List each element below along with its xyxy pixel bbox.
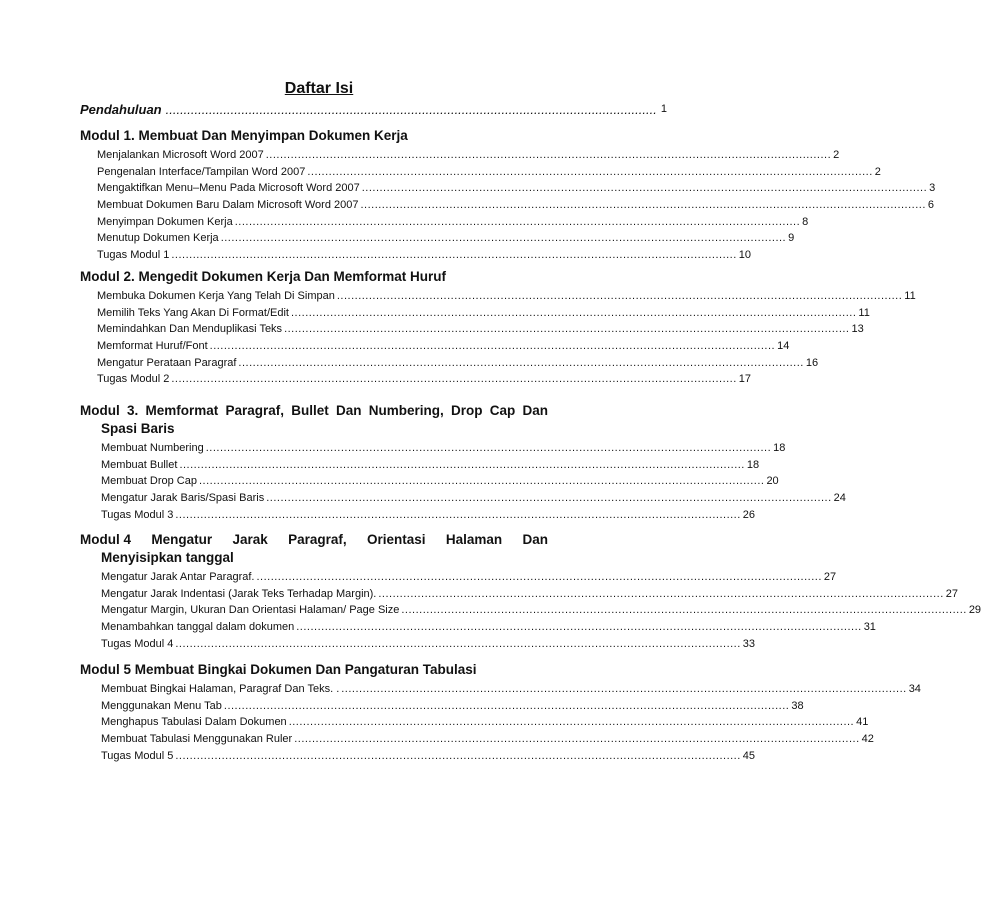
toc-entry[interactable] <box>97 371 752 388</box>
dot-leader: ............................................................................................................................................................... <box>175 508 741 521</box>
toc-entry[interactable] <box>97 197 935 214</box>
toc-entry-label: Membuat Numbering <box>101 442 204 455</box>
toc-entry-page: 41 <box>856 716 869 729</box>
toc-entry[interactable] <box>97 164 881 181</box>
heading-word: Mengatur <box>151 532 213 547</box>
toc-section-1 <box>80 127 936 263</box>
toc-entry-label: Membuat Dokumen Baru Dalam Microsoft Word 2007 <box>97 199 359 212</box>
section-heading-line-1 <box>80 531 548 549</box>
toc-entry-page: 20 <box>766 475 779 488</box>
dot-leader: ............................................................................................................................................................... <box>256 571 822 584</box>
toc-entry-page: 3 <box>929 182 936 195</box>
dot-leader: ............................................................................................................................................................... <box>336 290 903 303</box>
dot-leader: ............................................................................................................................................................... <box>307 165 873 178</box>
toc-entry[interactable] <box>101 681 921 698</box>
dot-leader: ............................................................................................................................................................... <box>209 340 776 353</box>
toc-entry-page: 18 <box>746 458 760 471</box>
toc-entry-page: 27 <box>945 587 959 600</box>
toc-entry-page: 6 <box>927 199 935 212</box>
toc-entry-label: Tugas Modul 4 <box>101 637 174 650</box>
toc-entry[interactable] <box>97 338 790 355</box>
toc-section-2 <box>80 268 916 388</box>
heading-word: Paragraf, <box>288 532 347 547</box>
section-entries <box>80 286 916 388</box>
toc-entry-page: 8 <box>802 215 809 228</box>
toc-entry-page: 16 <box>805 356 819 369</box>
toc-entry[interactable] <box>101 602 981 619</box>
toc-entry-page: 2 <box>833 149 840 162</box>
dot-leader: ............................................................................................................................................................... <box>238 356 804 369</box>
dot-leader: ............................................................................................................................................................... <box>266 492 832 505</box>
toc-section-4 <box>80 531 981 652</box>
toc-entry-page: 11 <box>858 306 870 319</box>
toc-entry-page: 14 <box>777 340 790 353</box>
toc-entry[interactable] <box>101 619 876 636</box>
dot-leader: ............................................................................................................................................................... <box>223 699 790 712</box>
toc-entry[interactable] <box>97 354 819 371</box>
heading-word: Modul <box>80 403 120 418</box>
heading-word: Paragraf, <box>225 403 285 418</box>
heading-word: Dan <box>522 403 548 418</box>
toc-section-3 <box>80 402 846 523</box>
toc-entry[interactable] <box>97 321 864 338</box>
heading-word: Cap <box>489 403 516 418</box>
toc-entry-page: 24 <box>833 492 846 505</box>
dot-leader: ............................................................................................................................................................... <box>220 232 787 245</box>
section-heading-line-2: Spasi Baris <box>101 421 175 436</box>
toc-entry-label: Membuat Bullet <box>101 458 178 471</box>
toc-entry-page: 42 <box>861 733 874 746</box>
toc-entry-label: Menutup Dokumen Kerja <box>97 232 219 245</box>
section-heading <box>80 402 548 438</box>
toc-entry-label: Memilih Teks Yang Akan Di Format/Edit <box>97 306 289 319</box>
dot-leader: ............................................................................................................................................................... <box>234 215 801 228</box>
toc-entry[interactable] <box>97 147 840 164</box>
dot-leader: ............................................................................................................................................................... <box>175 637 741 650</box>
toc-entry-page: 31 <box>863 621 876 634</box>
toc-entry-label: Menyimpan Dokumen Kerja <box>97 215 233 228</box>
heading-word: Numbering, <box>368 403 444 418</box>
toc-entry-page: 11 <box>904 290 916 303</box>
heading-word: Halaman <box>445 532 503 547</box>
toc-entry[interactable] <box>97 213 809 230</box>
toc-intro-label: Pendahuluan <box>80 101 162 117</box>
toc-entry[interactable] <box>101 440 786 457</box>
toc-section-5 <box>80 661 921 764</box>
dot-leader: ............................................................................................................................................................... <box>401 604 967 617</box>
toc-entry-label: Memindahkan Dan Menduplikasi Teks <box>97 323 283 336</box>
dot-leader: ............................................................................................................................................................... <box>341 683 907 696</box>
dot-leader: ............................................................................................................................................................... <box>288 716 855 729</box>
toc-entry-page: 17 <box>738 373 752 386</box>
toc-entry-label: Mengatur Jarak Indentasi (Jarak Teks Terhadap Margin). <box>101 587 377 600</box>
toc-entry[interactable] <box>101 457 760 474</box>
toc-entry-label: Tugas Modul 3 <box>101 508 174 521</box>
toc-entry-page: 18 <box>773 442 786 455</box>
toc-entry[interactable] <box>101 714 869 731</box>
dot-leader: ............................................................................................................................................................... <box>205 442 772 455</box>
toc-entry-page: 45 <box>742 749 756 762</box>
toc-entry-label: Membuat Tabulasi Menggunakan Ruler <box>101 733 293 746</box>
dot-leader: ............................................................................................................................................................... <box>175 749 741 762</box>
dot-leader: ............................................................................................................................................................... <box>284 323 850 336</box>
toc-entry[interactable] <box>101 490 846 507</box>
heading-word: Orientasi <box>366 532 426 547</box>
heading-word: Memformat <box>145 403 219 418</box>
toc-entry[interactable] <box>101 731 874 748</box>
toc-entry-label: Memformat Huruf/Font <box>97 340 208 353</box>
toc-entry[interactable] <box>97 247 752 264</box>
toc-entry-label: Mengatur Jarak Antar Paragraf. <box>101 571 255 584</box>
heading-word: Bullet <box>291 403 329 418</box>
toc-entry[interactable] <box>97 288 916 305</box>
toc-entry-label: Mengaktifkan Menu–Menu Pada Microsoft Word 2007 <box>97 182 360 195</box>
toc-entry-label: Menambahkan tanggal dalam dokumen <box>101 621 295 634</box>
dot-leader: ........................................................................................................................................ <box>165 101 657 117</box>
dot-leader: ............................................................................................................................................................... <box>361 182 928 195</box>
section-entries <box>80 145 936 263</box>
toc-entry-label: Menghapus Tabulasi Dalam Dokumen <box>101 716 287 729</box>
toc-entry-page: 10 <box>738 248 752 261</box>
dot-leader: ............................................................................................................................................................... <box>179 458 745 471</box>
toc-entry-label: Menggunakan Menu Tab <box>101 699 222 712</box>
toc-entry-page: 2 <box>874 165 881 178</box>
dot-leader: ............................................................................................................................................................... <box>199 475 765 488</box>
toc-intro-entry[interactable] <box>80 99 667 119</box>
toc-entry-label: Membuat Drop Cap <box>101 475 197 488</box>
toc-entry-label: Mengatur Perataan Paragraf <box>97 356 237 369</box>
page-title: Daftar Isi <box>284 80 354 97</box>
toc-entry[interactable] <box>101 569 837 586</box>
toc-entry-page: 33 <box>742 637 756 650</box>
heading-word: Dan <box>522 532 548 547</box>
section-entries <box>80 679 921 764</box>
toc-entry[interactable] <box>101 698 804 715</box>
toc-entry-label: Mengatur Margin, Ukuran Dan Orientasi Halaman/ Page Size <box>101 604 400 617</box>
toc-entry-page: 13 <box>851 323 864 336</box>
dot-leader: ............................................................................................................................................................... <box>171 373 737 386</box>
dot-leader: ............................................................................................................................................................... <box>290 306 857 319</box>
toc-entry[interactable] <box>97 180 936 197</box>
heading-word: Jarak <box>232 532 268 547</box>
toc-entry-page: 34 <box>908 683 921 696</box>
toc-entry-label: Mengatur Jarak Baris/Spasi Baris <box>101 492 265 505</box>
toc-intro-page: 1 <box>660 103 667 115</box>
dot-leader: ............................................................................................................................................................... <box>360 199 926 212</box>
dot-leader: ............................................................................................................................................................... <box>294 733 860 746</box>
dot-leader: ............................................................................................................................................................... <box>378 587 944 600</box>
section-heading-line-2: Menyisipkan tanggal <box>101 550 234 565</box>
toc-entry-label: Membuka Dokumen Kerja Yang Telah Di Simpan <box>97 290 335 303</box>
section-entries <box>80 567 981 652</box>
toc-entry-page: 27 <box>823 571 837 584</box>
toc-entry-label: Membuat Bingkai Halaman, Paragraf Dan Teks. . <box>101 683 340 696</box>
dot-leader: ............................................................................................................................................................... <box>265 149 832 162</box>
toc-entry[interactable] <box>101 586 959 603</box>
toc-entry-page: 9 <box>788 232 795 245</box>
section-heading: Modul 2. Mengedit Dokumen Kerja Dan Memformat Huruf <box>80 269 447 284</box>
toc-entry-page: 29 <box>968 604 981 617</box>
section-heading-line-1 <box>80 402 548 420</box>
section-heading: Modul 1. Membuat Dan Menyimpan Dokumen Kerja <box>80 128 408 143</box>
dot-leader: ............................................................................................................................................................... <box>296 621 862 634</box>
toc-entry[interactable] <box>97 305 870 322</box>
heading-word: Modul 4 <box>80 532 131 547</box>
toc-entry[interactable] <box>97 230 795 247</box>
section-heading: Modul 5 Membuat Bingkai Dokumen Dan Pangaturan Tabulasi <box>80 662 477 677</box>
section-heading <box>80 531 548 567</box>
toc-entry-label: Menjalankan Microsoft Word 2007 <box>97 149 264 162</box>
toc-entry-label: Tugas Modul 2 <box>97 373 170 386</box>
toc-entry-page: 26 <box>742 508 756 521</box>
heading-word: Drop <box>451 403 483 418</box>
toc-entry-label: Tugas Modul 5 <box>101 749 174 762</box>
toc-entry[interactable] <box>101 473 779 490</box>
toc-entry-page: 38 <box>791 699 804 712</box>
toc-entry[interactable] <box>101 747 756 764</box>
heading-word: 3. <box>126 403 139 418</box>
toc-entry-label: Tugas Modul 1 <box>97 248 170 261</box>
section-entries <box>80 438 846 523</box>
toc-entry-label: Pengenalan Interface/Tampilan Word 2007 <box>97 165 306 178</box>
heading-word: Dan <box>336 403 362 418</box>
dot-leader: ............................................................................................................................................................... <box>171 248 737 261</box>
toc-entry[interactable] <box>101 635 756 652</box>
toc-entry[interactable] <box>101 506 756 523</box>
